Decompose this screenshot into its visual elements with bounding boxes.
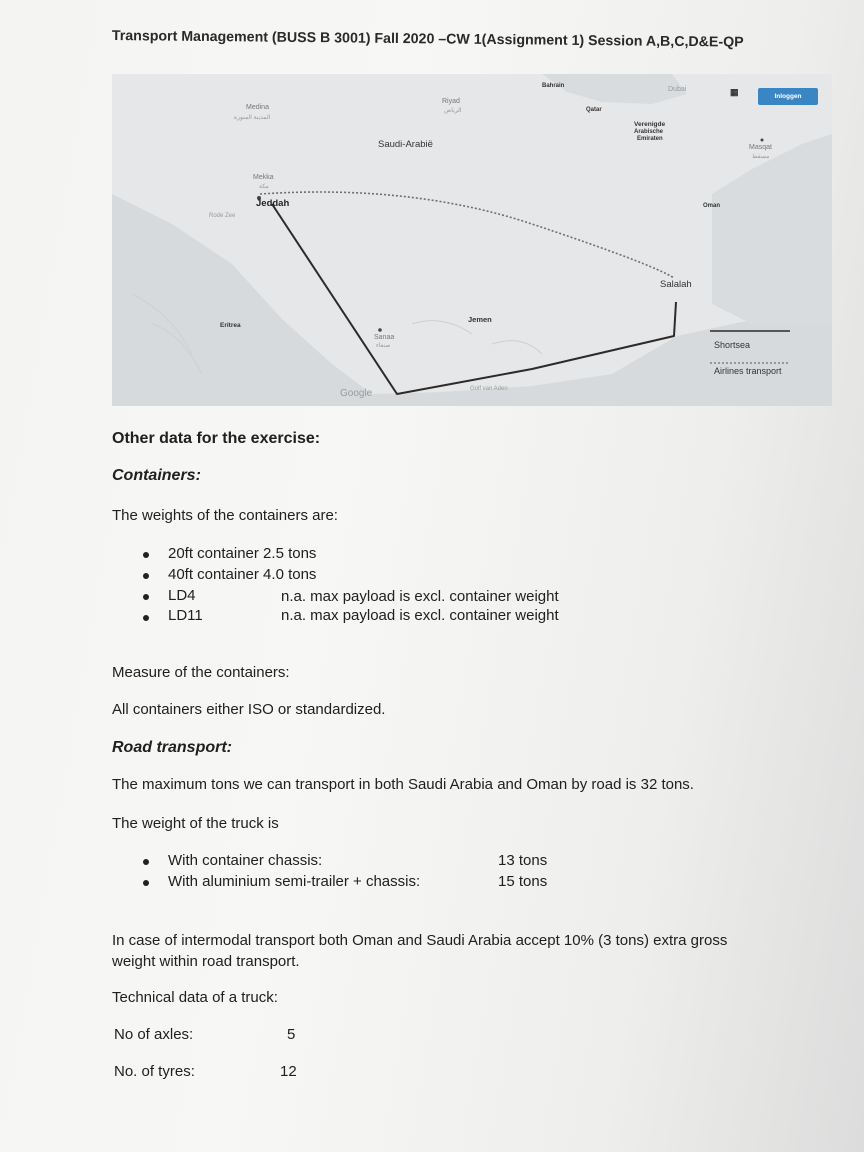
label-gulf-of-aden: Golf van Aden xyxy=(470,386,508,392)
containers-heading: Containers: xyxy=(112,467,201,484)
label-mekka: Mekka xyxy=(253,174,274,181)
legend-shortsea: Shortsea xyxy=(714,340,751,350)
label-salalah: Salalah xyxy=(660,279,692,290)
bullet xyxy=(143,615,149,621)
tech-value: 12 xyxy=(280,1063,297,1080)
label-medina: Medina xyxy=(246,104,269,111)
truck-weight-intro: The weight of the truck is xyxy=(112,815,279,832)
label-riyad: Riyad xyxy=(442,98,460,105)
section-heading: Other data for the exercise: xyxy=(112,430,321,447)
label-mekka-ar: مكة xyxy=(259,184,269,190)
arabian-sea xyxy=(712,134,832,324)
google-logo: Google xyxy=(340,388,373,399)
grid-icon[interactable]: ▦ xyxy=(730,87,739,97)
truck-weight-value: 15 tons xyxy=(498,873,548,890)
tech-value: 5 xyxy=(287,1026,296,1043)
weight-note: n.a. max payload is excl. container weight xyxy=(281,607,559,624)
label-dubai: Dubai xyxy=(668,86,687,93)
bullet xyxy=(143,859,149,865)
label-qatar: Qatar xyxy=(586,107,602,113)
road-max-text: The maximum tons we can transport in both Saudi Arabia and Oman by road is 32 tons. xyxy=(112,776,694,793)
label-bahrain: Bahrain xyxy=(542,83,565,89)
weight-item: LD4 xyxy=(168,587,196,604)
weight-item: LD11 xyxy=(168,607,203,624)
label-sanaa-ar: صنعاء xyxy=(376,343,391,349)
map-graphic xyxy=(112,74,832,406)
legend-airlines: Airlines transport xyxy=(714,366,782,376)
weights-intro: The weights of the containers are: xyxy=(112,507,338,524)
road-heading: Road transport: xyxy=(112,739,232,756)
label-jemen: Jemen xyxy=(468,315,492,324)
label-uae-3: Emiraten xyxy=(637,136,663,142)
label-oman: Oman xyxy=(703,203,721,209)
label-uae-1: Verenigde xyxy=(634,121,666,128)
tech-label: No. of tyres: xyxy=(114,1063,195,1080)
label-muscat: Masqat xyxy=(749,144,772,151)
bullet xyxy=(143,594,149,600)
label-red-sea: Rode Zee xyxy=(209,213,236,219)
truck-weight-value: 13 tons xyxy=(498,852,548,869)
label-jeddah: Jeddah xyxy=(256,198,290,209)
iso-text: All containers either ISO or standardized. xyxy=(112,701,386,718)
label-uae-2: Arabische xyxy=(634,129,664,135)
airline-route xyxy=(260,192,674,278)
red-sea xyxy=(112,194,372,406)
label-medina-ar: المدينة المنورة xyxy=(234,115,271,121)
route-map xyxy=(112,74,832,406)
truck-weight-label: With aluminium semi-trailer + chassis: xyxy=(168,873,421,890)
weight-note: n.a. max payload is excl. container weight xyxy=(281,588,559,605)
muscat-dot xyxy=(761,139,764,142)
weight-item: 20ft container 2.5 tons xyxy=(168,545,317,562)
login-button[interactable]: Inloggen xyxy=(758,88,818,105)
label-sanaa: Sanaa xyxy=(374,334,395,341)
bullet xyxy=(143,573,149,579)
tech-label: No of axles: xyxy=(114,1026,194,1043)
tech-heading: Technical data of a truck: xyxy=(112,989,278,1006)
measure-text: Measure of the containers: xyxy=(112,664,290,681)
label-riyad-ar: الرياض xyxy=(444,108,462,114)
weight-item: 40ft container 4.0 tons xyxy=(168,566,317,583)
bullet xyxy=(143,552,149,558)
truck-weight-label: With container chassis: xyxy=(168,852,323,869)
document-title: Transport Management (BUSS B 3001) Fall 2020 –CW 1(Assignment 1) Session A,B,C,D&E-QP xyxy=(111,28,744,51)
intermodal-text-line1: In case of intermodal transport both Oman and Saudi Arabia accept 10% (3 tons) extra gross xyxy=(112,932,728,949)
intermodal-text-line2: weight within road transport. xyxy=(112,953,300,970)
persian-gulf xyxy=(542,74,687,104)
label-eritrea: Eritrea xyxy=(220,322,241,329)
label-saudi-arabia: Saudi-Arabië xyxy=(378,139,433,150)
label-muscat-ar: مسقط xyxy=(752,154,770,160)
bullet xyxy=(143,880,149,886)
sanaa-dot xyxy=(378,328,382,332)
